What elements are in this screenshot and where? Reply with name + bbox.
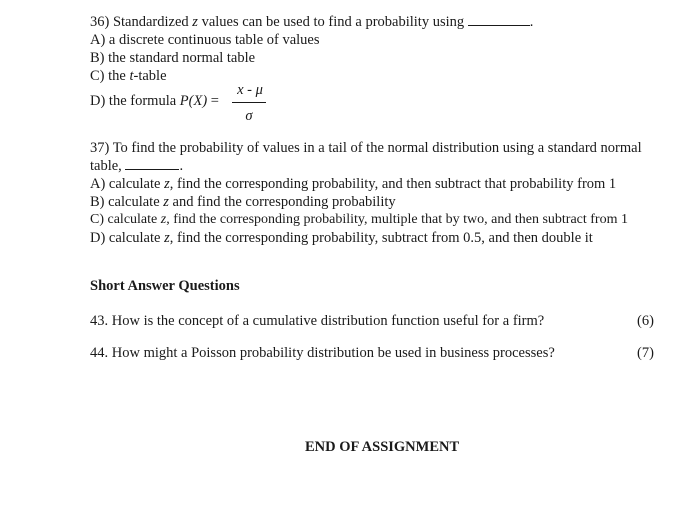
question-points: (6) bbox=[637, 313, 654, 329]
q36-stem-text: 36) Standardized bbox=[90, 14, 193, 30]
q37-option-c bbox=[90, 211, 628, 229]
q36-option-b: B) the standard normal table bbox=[90, 50, 256, 66]
q37-stem-line2 bbox=[90, 157, 183, 175]
q37-option-a-z: z bbox=[164, 176, 170, 192]
q36-z-variable: z bbox=[192, 14, 198, 30]
q37-option-c-z: z bbox=[160, 212, 167, 227]
q37-option-b-z: z bbox=[163, 194, 169, 210]
q37-option-a bbox=[90, 175, 616, 193]
q37-stem-line1: 37) To find the probability of values in a tail of the normal distribution using a standard normal bbox=[90, 140, 642, 156]
q37-option-b bbox=[90, 193, 396, 211]
q37-option-d-suffix: , find the corresponding probability, subtract from 0.5, and then double it bbox=[169, 230, 593, 246]
q37-option-a-suffix: , find the corresponding probability, and then subtract that probability from 1 bbox=[169, 176, 617, 192]
end-of-assignment: END OF ASSIGNMENT bbox=[305, 439, 460, 455]
q37-option-d-prefix: D) calculate bbox=[90, 230, 165, 246]
q37-option-a-prefix: A) calculate bbox=[90, 176, 165, 192]
q37-option-b-prefix: B) calculate bbox=[90, 194, 164, 210]
q36-option-c-t: t bbox=[129, 68, 134, 84]
short-answer-question: 44. How might a Poisson probability distribution be used in business processes? bbox=[90, 345, 555, 361]
q36-option-c bbox=[90, 67, 167, 85]
q37-option-c-suffix: , find the corresponding probability, multiple that by two, and then subtract from 1 bbox=[166, 212, 628, 227]
short-answer-question: 43. How is the concept of a cumulative distribution function useful for a firm? bbox=[90, 313, 545, 329]
formula-denominator: σ bbox=[245, 108, 253, 124]
q36-option-a: A) a discrete continuous table of values bbox=[90, 32, 320, 48]
q36-option-c-suffix: -table bbox=[133, 68, 167, 84]
q36-stem bbox=[90, 13, 533, 31]
q36-option-d-px: P(X) bbox=[179, 93, 208, 109]
q36-option-d-label: D) the formula bbox=[90, 93, 180, 109]
q36-answer-blank bbox=[468, 13, 530, 26]
q37-option-c-prefix: C) calculate bbox=[90, 212, 161, 227]
q36-option-c-prefix: C) the bbox=[90, 68, 130, 84]
q37-option-d bbox=[90, 229, 593, 247]
q37-option-d-z: z bbox=[164, 230, 170, 246]
q37-stem-line2-text: table, bbox=[90, 158, 122, 174]
q37-option-b-suffix: and find the corresponding probability bbox=[168, 194, 396, 210]
formula-numerator: x - μ bbox=[237, 82, 263, 98]
q36-stem-end: . bbox=[529, 14, 534, 30]
q37-answer-blank bbox=[125, 157, 179, 170]
q36-stem-text-2: values can be used to find a probability using bbox=[197, 14, 465, 30]
q36-option-d-prefix bbox=[90, 92, 219, 110]
short-answer-heading: Short Answer Questions bbox=[90, 278, 240, 294]
q37-stem-end: . bbox=[179, 158, 184, 174]
question-points: (7) bbox=[637, 345, 654, 361]
fraction-bar bbox=[232, 102, 266, 103]
q36-option-d-equals: = bbox=[207, 93, 219, 109]
